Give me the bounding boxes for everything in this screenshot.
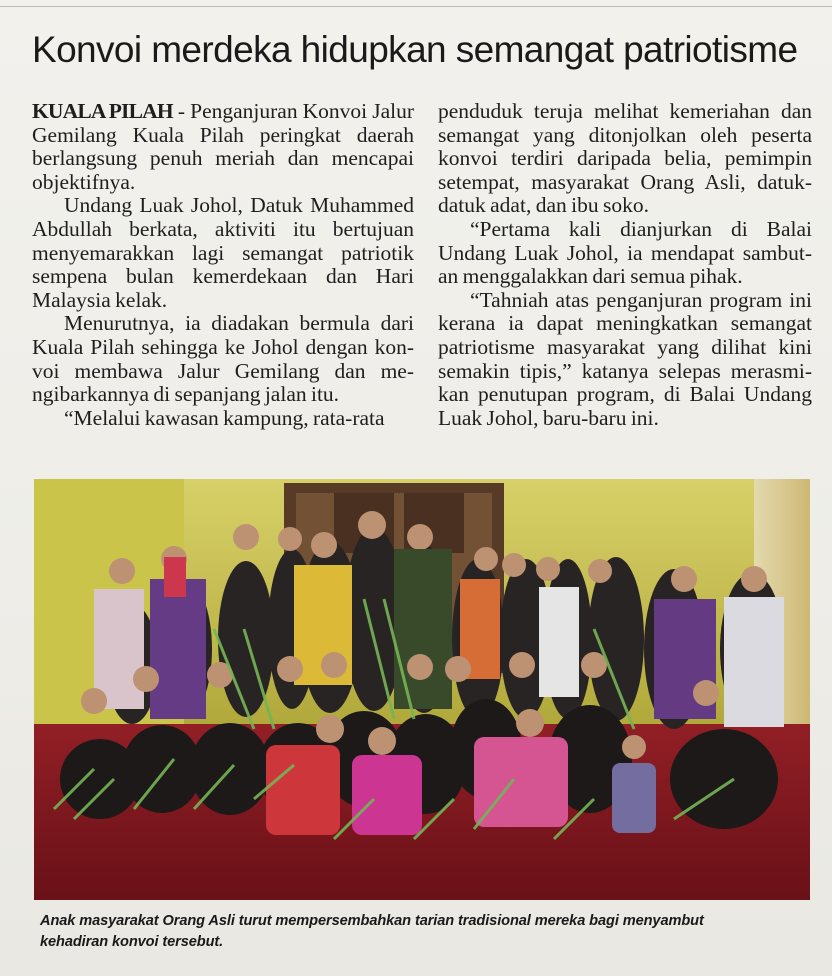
article-line: “Pertama kali dianjurkan di Balai: [470, 216, 812, 241]
article-line: ngibarkannya di sepanjang jalan itu.: [32, 382, 340, 407]
article-paragraph: [438, 100, 812, 218]
article-line: Malaysia kelak.: [32, 287, 168, 312]
article-line: sempena bulan kemerdekaan dan Hari: [32, 264, 414, 289]
dateline: KUALA PILAH: [32, 99, 173, 123]
article-line: berlangsung penuh meriah dan mencapai: [32, 146, 414, 171]
article-line: konvoi terdiri daripada belia, pemimpin: [438, 146, 812, 171]
article-line-text: - Penganjuran Konvoi Jalur: [172, 99, 415, 123]
article-line: Abdullah berkata, aktiviti itu bertujuan: [32, 216, 414, 241]
article-line: semakin tipis,” katanya selepas merasmi-: [438, 358, 812, 383]
article-paragraph: [32, 312, 414, 406]
article-line: “Melalui kawasan kampung, rata-rata: [64, 405, 385, 430]
caption-line: Anak masyarakat Orang Asli turut mempersembahkan tarian tradisional mereka bagi menyambut: [40, 913, 704, 929]
article-line: kan penutupan program, di Balai Undang: [438, 382, 812, 407]
article-line: menyemarakkan lagi semangat patriotik: [32, 240, 414, 265]
article-line: datuk adat, dan ibu soko.: [438, 193, 649, 218]
article-line: “Tahniah atas penganjuran program ini: [470, 287, 812, 312]
article-line: Undang Luak Johol, Datuk Muhammed: [64, 193, 414, 218]
article-column-right: [438, 100, 812, 430]
article-paragraph: [32, 100, 414, 194]
photo-caption: [40, 911, 810, 953]
article-line: Undang Luak Johol, ia mendapat sambut-: [438, 240, 812, 265]
headline: Konvoi merdeka hidupkan semangat patriotisme: [32, 29, 798, 70]
article-paragraph: [32, 194, 414, 312]
article-line: setempat, masyarakat Orang Asli, datuk-: [438, 169, 812, 194]
article-line: [32, 100, 414, 124]
article-line: kerana ia dapat meningkatkan semangat: [438, 311, 812, 336]
article-line: penduduk teruja melihat kemeriahan dan: [438, 99, 812, 123]
caption-line: kehadiran konvoi tersebut.: [40, 934, 224, 950]
article-line: Gemilang Kuala Pilah peringkat daerah: [32, 122, 414, 147]
article-line: objektifnya.: [32, 169, 136, 194]
article-paragraph: [438, 289, 812, 431]
article-column-left: [32, 100, 414, 430]
article-line: Kuala Pilah sehingga ke Johol dengan kon-: [32, 334, 414, 359]
article-line: voi membawa Jalur Gemilang dan me-: [32, 358, 414, 383]
article-line: semangat yang ditonjolkan oleh peserta: [438, 122, 812, 147]
article-line: an menggalakkan dari semua pihak.: [438, 264, 743, 289]
article-line: patriotisme masyarakat yang dilihat kini: [438, 334, 812, 359]
article-line: Luak Johol, baru-baru ini.: [438, 405, 659, 430]
article-photo: [34, 479, 810, 900]
article-paragraph: [438, 218, 812, 289]
top-rule: [0, 6, 832, 7]
article-paragraph: [32, 407, 414, 431]
article-line: Menurutnya, ia diadakan bermula dari: [64, 311, 414, 336]
